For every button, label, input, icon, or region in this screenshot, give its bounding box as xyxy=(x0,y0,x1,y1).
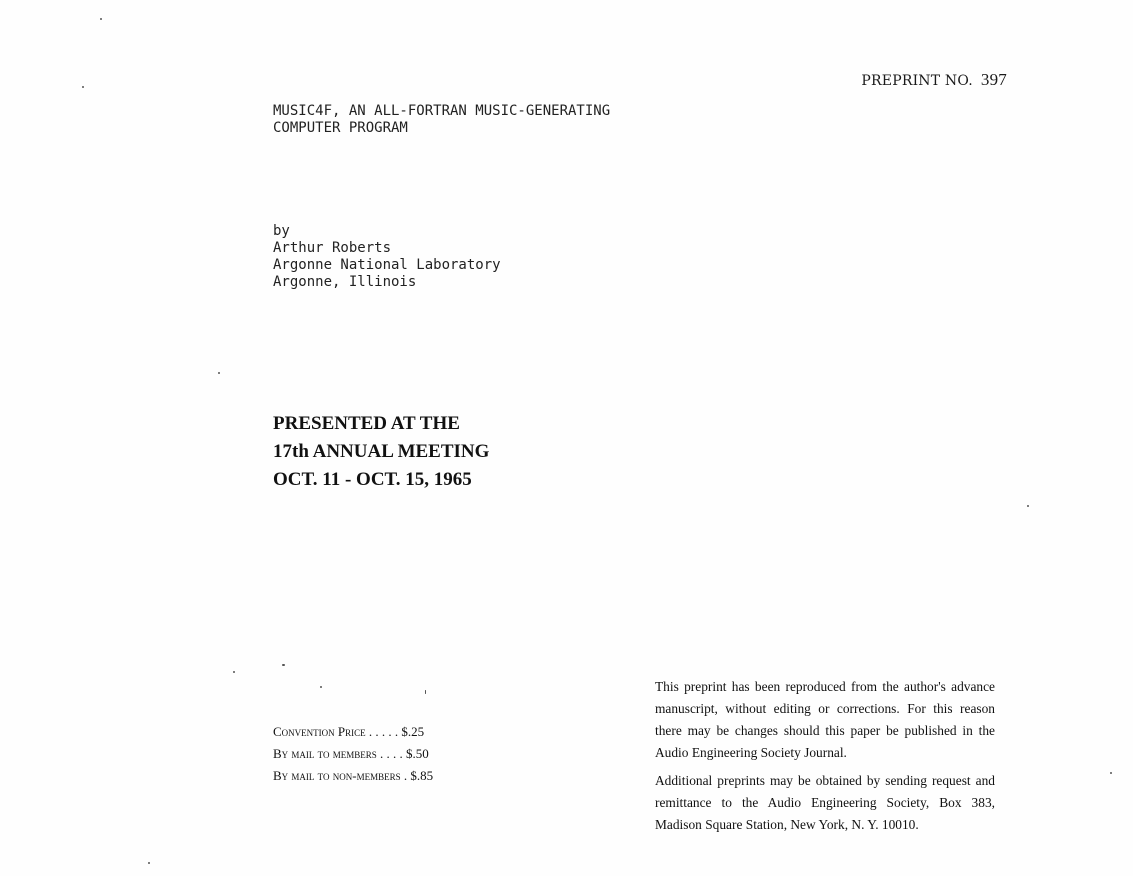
preprint-number: 397 xyxy=(980,70,1007,89)
presented-line-2: 17th ANNUAL MEETING xyxy=(273,441,490,462)
scan-speck xyxy=(233,671,235,673)
scan-speck xyxy=(282,664,285,666)
presented-at-block xyxy=(273,410,489,494)
author-by: by xyxy=(273,223,290,239)
scan-speck xyxy=(82,86,84,88)
price-label: By mail to non-members xyxy=(273,768,401,783)
price-value: $.25 xyxy=(401,724,425,739)
price-dots: . . . . xyxy=(376,746,407,761)
author-name: Arthur Roberts xyxy=(273,240,392,256)
price-list xyxy=(273,721,433,787)
scan-speck xyxy=(148,862,150,864)
price-row xyxy=(273,765,433,787)
notice-paragraph-2: Additional preprints may be obtained by sending request and remittance to the Audio Engineering Society, Box 383, Madison Square Station, New York, N. Y. 10010. xyxy=(655,773,995,832)
scan-speck xyxy=(218,372,220,374)
scan-speck xyxy=(100,18,102,20)
preprint-label: PREPRINT NO. xyxy=(861,73,973,89)
price-dots: . . . . . xyxy=(365,724,402,739)
price-row xyxy=(273,721,433,743)
presented-line-1: PRESENTED AT THE xyxy=(273,413,460,434)
preprint-number-header xyxy=(861,70,1007,90)
notice-paragraph-1: This preprint has been reproduced from the author's advance manuscript, without editing or corrections. For this reason there may be changes should this paper be published in the Audio Engineering Society Journal. xyxy=(655,679,995,760)
price-dots: . xyxy=(400,768,411,783)
paper-title xyxy=(273,103,610,137)
title-line-1: MUSIC4F, AN ALL-FORTRAN MUSIC-GENERATING xyxy=(273,103,611,119)
scan-speck xyxy=(1027,505,1029,507)
price-label: By mail to members xyxy=(273,746,377,761)
reproduction-notice xyxy=(655,676,995,842)
price-value: $.85 xyxy=(410,768,434,783)
title-line-2: COMPUTER PROGRAM xyxy=(273,120,408,136)
author-location: Argonne, Illinois xyxy=(273,274,417,290)
scan-speck xyxy=(320,686,322,688)
author-institution: Argonne National Laboratory xyxy=(273,257,501,273)
presented-line-3: OCT. 11 - OCT. 15, 1965 xyxy=(273,469,472,490)
price-label: Convention Price xyxy=(273,724,366,739)
author-block xyxy=(273,223,501,291)
scan-speck xyxy=(1110,772,1112,774)
price-row xyxy=(273,743,433,765)
price-value: $.50 xyxy=(406,746,429,761)
scan-speck xyxy=(425,690,426,694)
